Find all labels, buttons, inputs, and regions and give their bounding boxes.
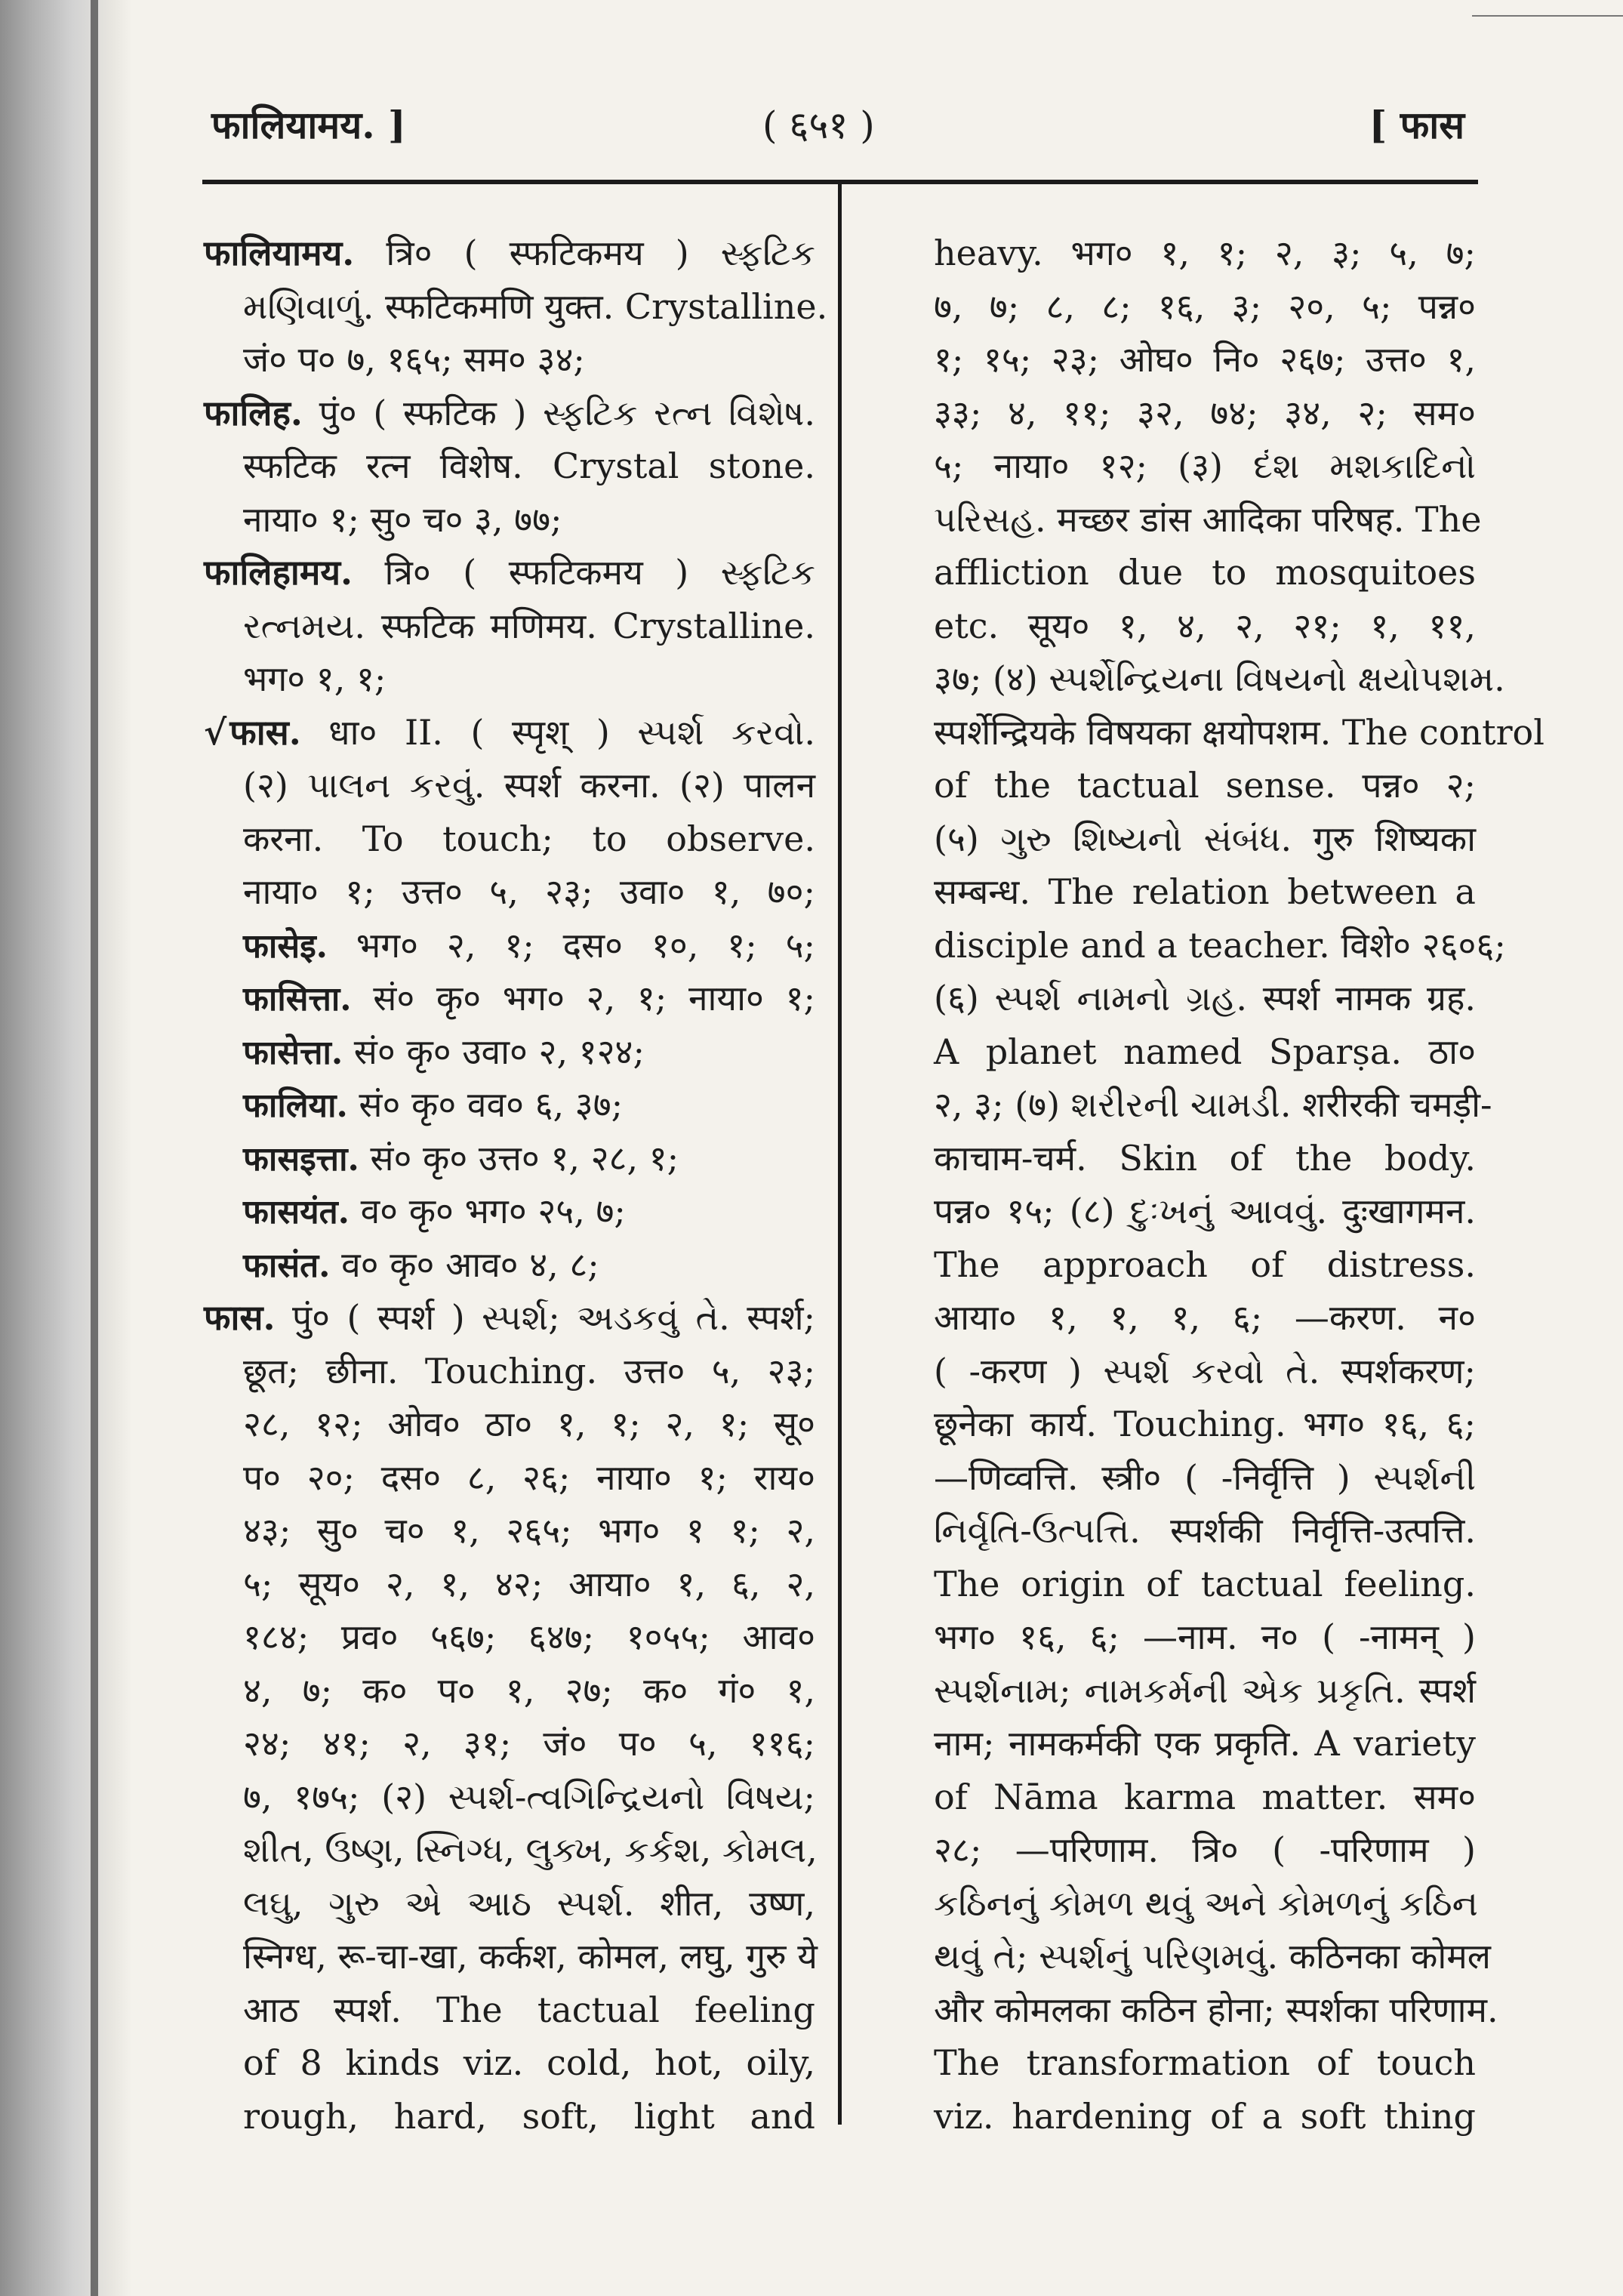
entry-text: सं० कृ० उत्त० १, २८, १;: [359, 1137, 679, 1179]
entry-line: [895, 2036, 1476, 2090]
entry-text: rough, hard, soft, light and: [243, 2095, 815, 2137]
entry-line: [204, 439, 815, 493]
headword: फालिह.: [204, 392, 303, 433]
entry-text: और कोमलका कठिन होना; स्पर्शका परिणाम.: [934, 1989, 1498, 2030]
entry-text: ७, १७५; (२) સ્પર્શ-ત્વગિન્દ્રિયનો વિષય;: [243, 1776, 815, 1817]
entry-line: [204, 1132, 815, 1185]
entry-line: [895, 1025, 1476, 1079]
entry-text: २४; ४१; २, ३१; जं० प० ५, ११६;: [243, 1723, 815, 1764]
entry-line: [895, 1291, 1476, 1345]
entry-line: [895, 706, 1544, 760]
entry-text: of 8 kinds viz. cold, hot, oily,: [243, 2042, 815, 2083]
page-header: [204, 76, 1480, 196]
entry-line: [895, 652, 1505, 706]
entry-text: नाया० १; सु० च० ३, ७७;: [243, 498, 562, 540]
entry-line: [895, 599, 1476, 653]
entry-text: त्रि० ( स्फटिकमय ) સ્ફટિક: [353, 552, 815, 593]
entry-line: [895, 1078, 1492, 1132]
entry-text: The origin of tactual feeling.: [934, 1563, 1476, 1604]
sub-headword: फालिया.: [243, 1086, 348, 1125]
entry-line: [895, 1504, 1476, 1558]
entry-text: स्फटिक रत्न विशेष. Crystal stone.: [243, 445, 815, 486]
entry-text: A planet named Sparṣa. ठा०: [934, 1031, 1476, 1072]
entry-line: [895, 1717, 1476, 1771]
entry-text: १८४; प्रव० ५६७; ६४७; १०५५; आव०: [243, 1616, 815, 1657]
entry-line: [204, 2036, 815, 2090]
entry-text: કઠિનનું કોમળ થવું અને કોમળનું કઠિન: [934, 1882, 1478, 1924]
entry-text: करना. To touch; to observe.: [243, 818, 815, 859]
entry-text: disciple and a teacher. विशे० २६०६;: [934, 924, 1506, 966]
entry-text: व० कृ० आव० ४, ८;: [330, 1244, 599, 1285]
entry-text: (६) સ્પર્શ નામનો ગ્રહ. स्पर्श नामक ग्रह.: [934, 978, 1476, 1019]
entry-line: [204, 1558, 815, 1611]
entry-line: [895, 280, 1476, 334]
top-corner-rule: [1472, 15, 1623, 17]
entry-text: (५) ગુરુ શિષ્યનો સંબંધ. गुरु शिष्यका: [934, 818, 1476, 859]
entry-line: [204, 493, 815, 547]
sub-headword: फासइत्ता.: [243, 1139, 359, 1179]
entry-line: [204, 1877, 815, 1931]
entry-text: of Nāma karma matter. सम०: [934, 1776, 1476, 1817]
entry-text: स्पर्शेन्द्रियके विषयका क्षयोपशम. The control: [934, 711, 1544, 753]
entry-text: viz. hardening of a soft thing: [934, 2095, 1476, 2137]
entry-line: [895, 1664, 1476, 1718]
entry-line: [895, 972, 1476, 1025]
root-mark: √: [204, 711, 227, 753]
entry-text: ५; सूय० २, १, ४२; आया० १, ६, २,: [243, 1563, 815, 1604]
entry-text: पुं० ( स्पर्श ) સ્પર્શ; અડકવું તે. स्पर्श;: [275, 1297, 815, 1338]
entry-text: भग० १६, ६; —नाम. न० ( -नामन् ): [934, 1616, 1476, 1657]
page-edge-shadow: [0, 0, 132, 2296]
entry-line: [895, 865, 1476, 919]
entry-line: [204, 1078, 815, 1132]
entry-text: स्निग्ध, रू-चा-खा, कर्कश, कोमल, लघु, गुरु ये: [243, 1936, 818, 1977]
sub-headword: फासेइ.: [243, 926, 328, 966]
entry-line: [895, 1451, 1476, 1505]
entry-text: થવું તે; સ્પર્શનું પરિણમવું. कठिनका कोमल: [934, 1936, 1491, 1977]
entry-line: [204, 387, 815, 440]
binding-rule: [91, 0, 98, 2296]
entry-text: सम्बन्ध. The relation between a: [934, 871, 1476, 912]
entry-line: [204, 919, 815, 972]
entry-line: [895, 1610, 1476, 1664]
entry-line: [204, 280, 828, 334]
entry-line: [895, 227, 1476, 280]
entry-text: पन्न० १५; (८) દુઃખનું આવવું. दुःखागमन.: [934, 1191, 1476, 1231]
entry-text: व० कृ० भग० २५, ७;: [349, 1191, 626, 1231]
entry-line: [204, 1504, 815, 1558]
entry-line: [895, 1877, 1476, 1931]
entry-text: १; १५; २३; ओघ० नि० २६७; उत्त० १,: [934, 339, 1476, 380]
entry-text: heavy. भग० १, १; २, ३; ५, ७;: [934, 233, 1476, 273]
entry-text: २८, १२; ओव० ठा० १, १; २, १; सू०: [243, 1404, 815, 1444]
entry-text: प० २०; दस० ८, २६; नाया० १; राय०: [243, 1456, 815, 1498]
entry-line: [895, 439, 1476, 493]
headword: फालिहामय.: [204, 552, 353, 593]
entry-line: [204, 1664, 815, 1718]
entry-line: [895, 759, 1476, 812]
entry-line: [204, 546, 815, 599]
entry-text: શીત, ઉષ્ણ, સ્નિગ્ધ, લુક્ખ, કર્કશ, કોમલ,: [243, 1829, 818, 1870]
entry-line: [895, 1930, 1491, 1983]
entry-text: छूत; छीना. Touching. उत्त० ५, २३;: [243, 1350, 815, 1391]
entry-text: of the tactual sense. पन्न० २;: [934, 765, 1476, 806]
entry-text: छूनेका कार्य. Touching. भग० १६, ६;: [934, 1404, 1476, 1444]
entry-text: (२) પાલન કરવું. स्पर्श करना. (२) पालन: [243, 765, 815, 806]
column-divider: [838, 184, 842, 2125]
entry-line: [204, 1771, 815, 1824]
entry-text: લઘુ, ગુરુ એ આઠ સ્પર્શ. शीत, उष्ण,: [243, 1882, 815, 1924]
entry-text: २, ३; (७) શરીરની ચામડી. शरीरकी चमड़ी-: [934, 1084, 1492, 1125]
header-right-headword: [ फास: [1369, 103, 1464, 147]
entry-line: [204, 227, 815, 280]
entry-text: सं० कृ० उवा० २, १२४;: [343, 1031, 645, 1072]
entry-line: [204, 333, 815, 387]
entry-line: [204, 2090, 815, 2143]
entry-line: [204, 759, 815, 812]
entry-line: [204, 1823, 818, 1877]
entry-text: ३७; (४) સ્પર્શેન્દ્રિયના વિષયનો ક્ષયોપશમ.: [934, 658, 1505, 699]
entry-text: etc. सूय० १, ४, २, २१; १, ११,: [934, 605, 1476, 646]
entry-text: त्रि० ( स्फटिकमय ) સ્ફટિક: [354, 233, 815, 273]
entry-line: [204, 972, 815, 1025]
entry-text: ४३; सु० च० १, २६५; भग० १ १; २,: [243, 1510, 815, 1551]
entry-text: सं० कृ० भग० २, १; नाया० १;: [351, 978, 815, 1019]
entry-line: [895, 1238, 1476, 1292]
entry-text: The transformation of touch: [934, 2042, 1476, 2083]
entry-line: [204, 1983, 815, 2037]
entry-text: धा० II. ( स्पृश् ) સ્પર્શ કરવો.: [300, 711, 815, 753]
entry-line: [204, 1291, 815, 1345]
entry-text: आया० १, १, १, ६; —करण. न०: [934, 1297, 1476, 1338]
entry-text: પરિસહ. मच्छर डांस आदिका परिषह. The: [934, 498, 1482, 540]
entry-line: [204, 1451, 815, 1505]
entry-line: [895, 1823, 1476, 1877]
page-number: ( ६५१ ): [762, 103, 875, 147]
entry-line: [204, 1025, 815, 1079]
sub-headword: फासेत्ता.: [243, 1033, 343, 1072]
sub-headword: फासयंत.: [243, 1193, 350, 1231]
entry-text: आठ स्पर्श. The tactual feeling: [243, 1989, 815, 2030]
entry-line: [204, 1238, 815, 1292]
entry-line: [895, 2090, 1476, 2143]
entry-line: [204, 865, 815, 919]
entry-line: [204, 1185, 815, 1238]
entry-text: affliction due to mosquitoes: [934, 552, 1476, 593]
entry-line: [204, 1398, 815, 1451]
entry-text: सं० कृ० वव० ६, ३७;: [347, 1084, 624, 1125]
entry-line: [895, 1983, 1498, 2037]
sub-headword: फासंत.: [243, 1246, 331, 1285]
entry-text: २८; —परिणाम. त्रि० ( -परिणाम ): [934, 1829, 1476, 1870]
header-left-headword: फालियामय. ]: [211, 103, 406, 147]
entry-line: [204, 1610, 815, 1664]
entry-text: ३३; ४, ११; ३२, ७४; ३४, २; सम०: [934, 392, 1476, 433]
entry-text: —णिव्वत्ति. स्त्री० ( -निर्वृत्ति ) સ્પર્શની: [934, 1456, 1476, 1498]
entry-line: [895, 1558, 1476, 1611]
entry-line: [895, 1345, 1476, 1398]
entry-text: पुं० ( स्फटिक ) સ્ફટિક રત્ન વિશેષ.: [302, 392, 815, 433]
entry-line: [895, 493, 1482, 547]
entry-text: ( -करण ) સ્પર્શ કરવો તે. स्पर्शकरण;: [934, 1350, 1476, 1391]
entry-line: [204, 706, 815, 760]
entry-text: काचाम-चर्म. Skin of the body.: [934, 1137, 1476, 1179]
headword: फास.: [229, 711, 301, 753]
entry-text: The approach of distress.: [934, 1244, 1476, 1285]
entry-line: [204, 1345, 815, 1398]
entry-text: जं० प० ७, १६५; सम० ३४;: [243, 339, 585, 380]
entry-text: મણિવાળું. स्फटिकमणि युक्त. Crystalline.: [243, 285, 828, 327]
entry-text: नाया० १; उत्त० ५, २३; उवा० १, ७०;: [243, 871, 815, 912]
entry-line: [895, 1185, 1476, 1238]
entry-text: नाम; नामकर्मकी एक प्रकृति. A variety: [934, 1723, 1476, 1764]
entry-line: [895, 1771, 1476, 1824]
entry-line: [895, 1398, 1476, 1451]
entry-line: [204, 1717, 815, 1771]
entry-text: ४, ७; क० प० १, २७; क० गं० १,: [243, 1669, 815, 1711]
entry-line: [204, 1930, 818, 1983]
entry-line: [204, 599, 815, 653]
entry-line: [895, 546, 1476, 599]
entry-text: ५; नाया० १२; (३) દંશ મશકાદિનો: [934, 445, 1476, 486]
entry-line: [895, 387, 1476, 440]
headword: फास.: [204, 1297, 276, 1338]
entry-text: સ્પર્શનામ; નામકર્મની એક પ્રકૃતિ. स्पर्श: [934, 1669, 1476, 1711]
entry-text: ७, ७; ८, ८; १६, ३; २०, ५; पन्न०: [934, 285, 1476, 327]
entry-line: [895, 919, 1506, 972]
sub-headword: फासित्ता.: [243, 980, 352, 1019]
entry-line: [204, 652, 815, 706]
entry-text: રત્નમય. स्फटिक मणिमय. Crystalline.: [243, 605, 815, 646]
entry-line: [204, 812, 815, 866]
headword: फालियामय.: [204, 233, 355, 273]
entry-text: भग० १, १;: [243, 658, 387, 699]
right-column: [895, 227, 1544, 2143]
entry-line: [895, 812, 1476, 866]
entry-line: [895, 333, 1476, 387]
entry-line: [895, 1132, 1476, 1185]
left-column: [204, 227, 828, 2143]
entry-text: भग० २, १; दस० १०, १; ५;: [328, 924, 815, 966]
entry-text: નિર્વૃતિ-ઉત્પત્તિ. स्पर्शकी निर्वृत्ति-उत्पत्ति.: [934, 1510, 1476, 1551]
